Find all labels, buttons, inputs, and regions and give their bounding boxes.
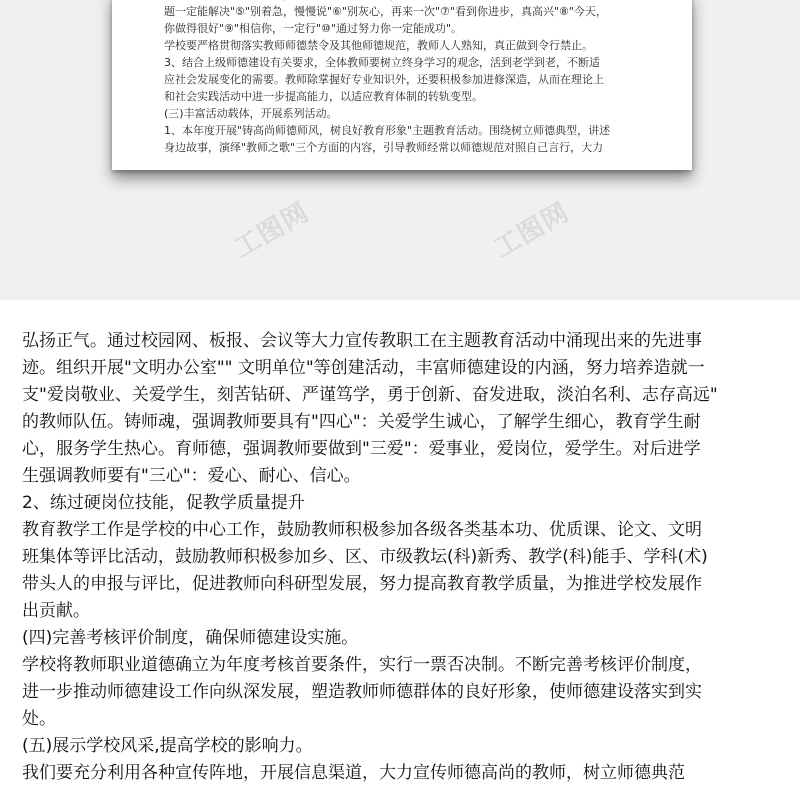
body-line: 班集体等评比活动，鼓励教师积极参加乡、区、市级教坛(科)新秀、教学(科)能手、学科(术): [22, 547, 708, 567]
watermark-logo: 工图网: [489, 197, 575, 264]
body-line: 的教师队伍。铸师魂，强调教师要具有"四心"：关爱学生诚心，了解学生细心，教育学生耐: [22, 412, 701, 432]
section-heading: (五)展示学校风采,提高学校的影响力。: [22, 736, 313, 756]
preview-line: 身边故事，演绎"教师之歌"三个方面的内容，引导教师经常以师德规范对照自己言行，大力: [164, 141, 604, 154]
preview-line: 你做得很好"⑨"相信你，一定行"⑩"通过努力你一定能成功"。: [164, 22, 463, 35]
body-line: 我们要充分利用各种宣传阵地，开展信息渠道，大力宣传师德高尚的教师，树立师德典范: [22, 763, 685, 783]
body-line: 教育教学工作是学校的中心工作，鼓励教师积极参加各级各类基本功、优质课、论文、文明: [22, 520, 702, 540]
preview-text-block: [164, 0, 684, 156]
document-body: [22, 328, 788, 787]
body-line: 学校将教师职业道德确立为年度考核首要条件，实行一票否决制。不断完善考核评价制度，: [22, 655, 702, 675]
body-line: 出贡献。: [22, 601, 90, 621]
preview-band: [0, 0, 800, 300]
body-line: 心，服务学生热心。育师德，强调教师要做到"三爱"：爱事业，爱岗位，爱学生。对后进学: [22, 439, 701, 459]
preview-line: 1、本年度开展"铸高尚师德师风，树良好教育形象"主题教育活动。围绕树立师德典型，讲述: [164, 124, 611, 137]
watermark-logo: 工图网: [229, 197, 315, 264]
preview-line: (三)丰富活动载体，开展系列活动。: [164, 107, 338, 120]
section-heading: 2、练过硬岗位技能，促教学质量提升: [22, 493, 305, 513]
preview-line: 学校要严格贯彻落实教师师德禁令及其他师德规范，教师人人熟知，真正做到令行禁止。: [164, 39, 593, 52]
body-line: 生强调教师要有"三心"：爱心、耐心、信心。: [22, 466, 361, 486]
body-line: 带头人的申报与评比，促进教师向科研型发展，努力提高教育教学质量，为推进学校发展作: [22, 574, 702, 594]
section-heading: (四)完善考核评价制度，确保师德建设实施。: [22, 628, 359, 648]
body-line: 支"爱岗敬业、关爱学生，刻苦钻研、严谨笃学，勇于创新、奋发进取，淡泊名利、志存高远": [22, 385, 718, 405]
body-line: 弘扬正气。通过校园网、板报、会议等大力宣传教职工在主题教育活动中涌现出来的先进事: [22, 331, 702, 351]
body-line: 处。: [22, 709, 56, 729]
document-preview-page: [112, 0, 692, 170]
body-line: 迹。组织开展"文明办公室"" 文明单位"等创建活动，丰富师德建设的内涵，努力培养造就一: [22, 358, 705, 378]
preview-line: 和社会实践活动中进一步提高能力，以适应教育体制的转轨变型。: [164, 90, 483, 103]
preview-line: 题一定能解决"⑤"别着急，慢慢说"⑥"别灰心，再来一次"⑦"看到你进步，真高兴"⑧"今天，: [164, 5, 607, 18]
preview-line: 应社会发展变化的需要。教师除掌握好专业知识外，还要积极参加进修深造，从而在理论上: [164, 73, 604, 86]
body-line: 进一步推动师德建设工作向纵深发展，塑造教师师德群体的良好形象，使师德建设落实到实: [22, 682, 702, 702]
preview-line: 3、结合上级师德建设有关要求，全体教师要树立终身学习的观念，活到老学到老，不断适: [164, 56, 600, 69]
